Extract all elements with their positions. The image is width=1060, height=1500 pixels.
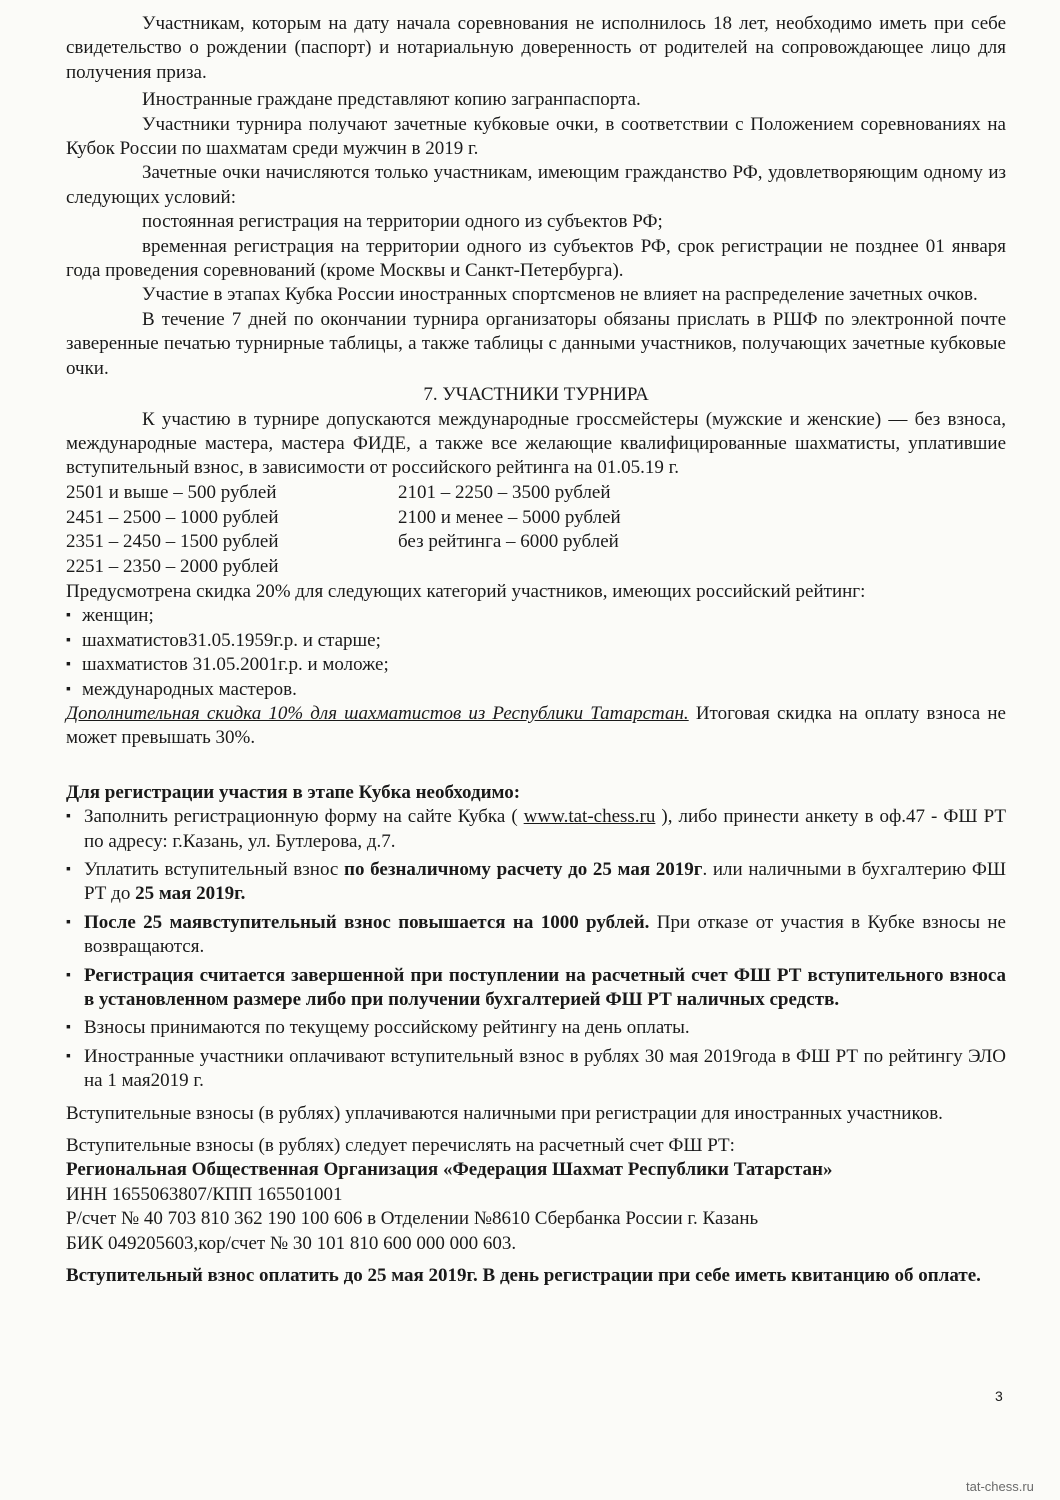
- inn-kpp: ИНН 1655063807/КПП 165501001: [66, 1183, 343, 1205]
- discount-item: ▪ шахматистов 31.05.2001г.р. и моложе;: [66, 653, 1006, 677]
- extra-discount: [66, 702, 1006, 751]
- discount-item: ▪ женщин;: [66, 604, 1006, 628]
- registration-item-completion: ▪ Регистрация считается завершенной при поступлении на расчетный счет ФШ РТ вступительного взноса в установленном размере либо при получении бухгалтерией ФШ РТ наличных средств.: [66, 964, 1006, 1013]
- extra-discount-tatarstan: Дополнительная скидка 10% для шахматистов из Республики Татарстан.: [66, 702, 689, 724]
- cash-payment-note: Вступительные взносы (в рублях) уплачиваются наличными при регистрации для иностранных участников.: [66, 1102, 943, 1124]
- registration-item-payment: ▪ Уплатить вступительный взнос по безналичному расчету до 25 мая 2019г. или наличными в бухгалтерию ФШ РТ до 25 мая 2019г.: [66, 858, 1006, 907]
- fee-row: 2101 – 2250 – 3500 рублей: [398, 481, 611, 503]
- fee-row: 2451 – 2500 – 1000 рублей: [66, 506, 279, 528]
- fee-row: 2100 и менее – 5000 рублей: [398, 506, 621, 528]
- entry-fee-table: [66, 481, 1006, 580]
- fee-row: 2251 – 2350 – 2000 рублей: [66, 556, 279, 578]
- watermark: tat-chess.ru: [966, 1479, 1034, 1494]
- paragraph-temporary-registration: временная регистрация на территории одного из субъектов РФ, срок регистрации не позднее 01 января года проведения соревнований (кроме Москвы и Санкт-Петербурга).: [66, 235, 1006, 282]
- section-7-heading: 7. УЧАСТНИКИ ТУРНИРА: [423, 384, 649, 406]
- fee-row: 2351 – 2450 – 1500 рублей: [66, 531, 279, 553]
- paragraph-reporting: В течение 7 дней по окончании турнира организаторы обязаны прислать в РШФ по электронной почте заверенные печатью турнирные таблицы, а также таблицы с данными участников, получающих зачетные кубковые очки.: [66, 308, 1006, 379]
- bik-correspondent-account: БИК 049205603,кор/счет № 30 101 810 600 000 000 603.: [66, 1232, 517, 1254]
- paragraph-points-eligibility: Зачетные очки начисляются только участникам, имеющим гражданство РФ, удовлетворяющим одному из следующих условий:: [66, 162, 1006, 208]
- paragraph-admission: К участию в турнире допускаются международные гроссмейстеры (мужские и женские) — без взноса, международные мастера, мастера ФИДЕ, а также все желающие квалифицированные шахматисты, уплатившие вступительный взнос, в зависимости от российского рейтинга на 01.05.19 г.: [66, 408, 1006, 479]
- organization-name: Региональная Общественная Организация «Федерация Шахмат Республики Татарстан»: [66, 1159, 833, 1181]
- site-link[interactable]: www.tat-chess.ru: [523, 806, 656, 828]
- document-page: [66, 8, 1006, 1288]
- paragraph-minors: Участникам, которым на дату начала соревнования не исполнилось 18 лет, необходимо иметь при себе свидетельство о рождении (паспорт) и нотариальную доверенность от родителей на сопровождающее лицо для получения приза.: [66, 13, 1006, 83]
- registration-item-late-fee: ▪ После 25 маявступительный взнос повышается на 1000 рублей. При отказе от участия в Кубке взносы не возвращаются.: [66, 911, 1006, 960]
- bank-transfer-intro: Вступительные взносы (в рублях) следует перечислять на расчетный счет ФШ РТ:: [66, 1135, 735, 1157]
- paragraph-permanent-registration: постоянная регистрация на территории одного из субъектов РФ;: [142, 211, 663, 233]
- bank-account: Р/счет № 40 703 810 362 190 100 606 в Отделении №8610 Сбербанка России г. Казань: [66, 1208, 759, 1230]
- registration-heading: Для регистрации участия в этапе Кубка необходимо:: [66, 781, 521, 803]
- page-number: 3: [995, 1388, 1003, 1404]
- payment-deadline: Вступительный взнос оплатить до 25 мая 2019г. В день регистрации при себе иметь квитанцию об оплате.: [66, 1265, 981, 1287]
- discount-item: ▪ международных мастеров.: [66, 678, 1006, 702]
- registration-item-rating: ▪ Взносы принимаются по текущему российскому рейтингу на день оплаты.: [66, 1016, 1006, 1040]
- paragraph-foreign-athletes: Участие в этапах Кубка России иностранных спортсменов не влияет на распределение зачетных очков.: [142, 284, 978, 306]
- paragraph-cup-points: Участники турнира получают зачетные кубковые очки, в соответствии с Положением соревнованиях на Кубок России по шахматам среди мужчин в 2019 г.: [66, 113, 1006, 160]
- fee-row: без рейтинга – 6000 рублей: [398, 531, 619, 553]
- registration-item-form: ▪ Заполнить регистрационную форму на сайте Кубка ( www.tat-chess.ru ), либо принести анкету в оф.47 - ФШ РТ по адресу: г.Казань, ул. Бутлерова, д.7.: [66, 805, 1006, 854]
- discount-intro: Предусмотрена скидка 20% для следующих категорий участников, имеющих российский рейтинг:: [66, 580, 866, 602]
- registration-item-foreign: ▪ Иностранные участники оплачивают вступительный взнос в рублях 30 мая 2019года в ФШ РТ по рейтингу ЭЛО на 1 мая2019 г.: [66, 1045, 1006, 1094]
- paragraph-foreigners: Иностранные граждане представляют копию загранпаспорта.: [142, 89, 641, 111]
- discount-item: ▪ шахматистов31.05.1959г.р. и старше;: [66, 629, 1006, 653]
- extra-discount-limit: Итоговая скидка на оплату взноса не может превышать 30%.: [66, 702, 1006, 749]
- fee-row: 2501 и выше – 500 рублей: [66, 481, 277, 503]
